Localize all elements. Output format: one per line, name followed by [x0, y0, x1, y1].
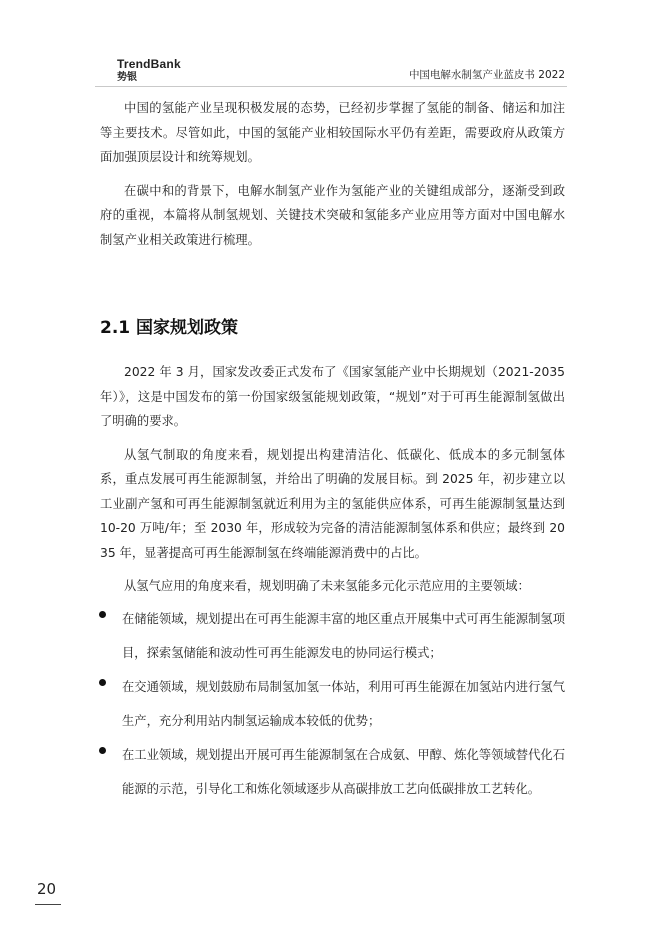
page-header: [95, 50, 565, 86]
list-item-text: 在工业领域，规划提出开展可再生能源制氢在合成氨、甲醇、炼化等领域替代化石能源的示范，引导化工和炼化领域逐步从高碳排放工艺向低碳排放工艺转化。: [122, 747, 565, 796]
section-paragraph-2: 从氢气制取的角度来看，规划提出构建清洁化、低碳化、低成本的多元制氢体系，重点发展可再生能源制氢，并给出了明确的发展目标。到 2025 年，初步建立以工业副产氢和可再生能源制氢就近利用为主的氢能供应体系，可再生能源制氢量达到 10-20 万吨/年；至 2030 年，形成较为完备的清洁能源制氢体系和供应；最终到 2035 年，显著提高可再生能源制氢在终端能源消费中的占比。: [100, 447, 565, 560]
logo-text-cn: 势银: [117, 72, 137, 83]
list-item: [100, 602, 565, 670]
intro-paragraph-2: 在碳中和的背景下，电解水制氢产业作为氢能产业的关键组成部分，逐渐受到政府的重视，本篇将从制氢规划、关键技术突破和氢能多产业应用等方面对中国电解水制氢产业相关政策进行梳理。: [100, 183, 565, 247]
document-title: 中国电解水制氢产业蓝皮书 2022: [408, 69, 565, 81]
page-number: 20: [37, 880, 57, 898]
section-heading: 2.1 国家规划政策: [100, 318, 239, 338]
intro-section: [100, 96, 565, 252]
section-paragraph-3: 从氢气应用的角度来看，规划明确了未来氢能多元化示范应用的主要领域：: [124, 579, 530, 593]
bullet-dot-icon: [99, 747, 106, 754]
trendbank-logo: [117, 58, 181, 84]
section-body: [100, 360, 565, 806]
list-item-text: 在交通领域，规划鼓励布局制氢加氢一体站，利用可再生能源在加氢站内进行氢气生产，充分利用站内制氢运输成本较低的优势；: [122, 679, 565, 728]
bullet-dot-icon: [99, 611, 106, 618]
application-list: [100, 602, 565, 806]
section-paragraph-1: 2022 年 3 月，国家发改委正式发布了《国家氢能产业中长期规划（2021-2035 年）》，这是中国发布的第一份国家级氢能规划政策，“规划”对于可再生能源制氢做出了明确的要求。: [100, 365, 565, 428]
list-item: [100, 738, 565, 806]
intro-paragraph-1: 中国的氢能产业呈现积极发展的态势，已经初步掌握了氢能的制备、储运和加注等主要技术。尽管如此，中国的氢能产业相较国际水平仍有差距，需要政府从政策方面加强顶层设计和统筹规划。: [100, 101, 565, 164]
list-item-text: 在储能领域，规划提出在可再生能源丰富的地区重点开展集中式可再生能源制氢项目，探索氢储能和波动性可再生能源发电的协同运行模式；: [122, 611, 565, 660]
page-number-underline: [35, 904, 61, 905]
header-divider: [95, 86, 567, 87]
logo-text-en: TrendBank: [117, 57, 181, 71]
list-item: [100, 670, 565, 738]
bullet-dot-icon: [99, 679, 106, 686]
